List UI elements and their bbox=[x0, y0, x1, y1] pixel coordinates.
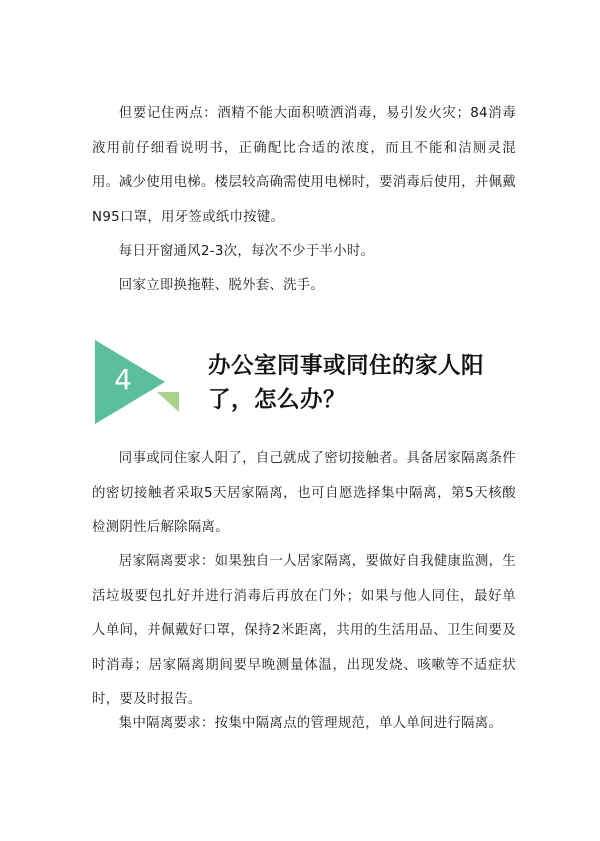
section-number-badge bbox=[95, 340, 185, 425]
paragraph-close-contact: 同事或同住家人阳了，自己就成了密切接触者。具备居家隔离条件的密切接触者采取5天居家隔离，也可自愿选择集中隔离，第5天核酸检测阴性后解除隔离。 bbox=[92, 451, 516, 535]
section-title: 办公室同事或同住的家人阳了，怎么办？ bbox=[208, 353, 485, 413]
paragraph-return-home: 回家立即换拖鞋、脱外套、洗手。 bbox=[118, 278, 325, 293]
paragraph-elevator-use: 减少使用电梯。楼层较高确需使用电梯时，要消毒后使用，并佩戴N95口罩，用牙签或纸巾按键。 bbox=[92, 175, 516, 225]
paragraph-alcohol-84-disinfection: 但要记住两点：酒精不能大面积喷洒消毒，易引发火灾；84消毒液用前仔细看说明书，正确配比合适的浓度，而且不能和洁厕灵混用。 bbox=[92, 106, 516, 190]
paragraph-home-isolation-requirements: 居家隔离要求：如果独自一人居家隔离，要做好自我健康监测，生活垃圾要包扎好并进行消毒后再放在门外；如果与他人同住，最好单人单间，并佩戴好口罩，保持2米距离，共用的生活用品、卫生间要及时消毒；居家隔离期间要早晚测量体温，出现发烧、咳嗽等不适症状时，要及时报告。 bbox=[92, 554, 516, 707]
triangle-badge-icon bbox=[95, 340, 185, 425]
paragraph-centralized-isolation-requirements: 集中隔离要求：按集中隔离点的管理规范，单人单间进行隔离。 bbox=[118, 716, 503, 731]
secondary-triangle-shape bbox=[157, 392, 179, 412]
section-number: 4 bbox=[114, 363, 132, 396]
paragraph-ventilation: 每日开窗通风2-3次，每次不少于半小时。 bbox=[118, 244, 375, 259]
